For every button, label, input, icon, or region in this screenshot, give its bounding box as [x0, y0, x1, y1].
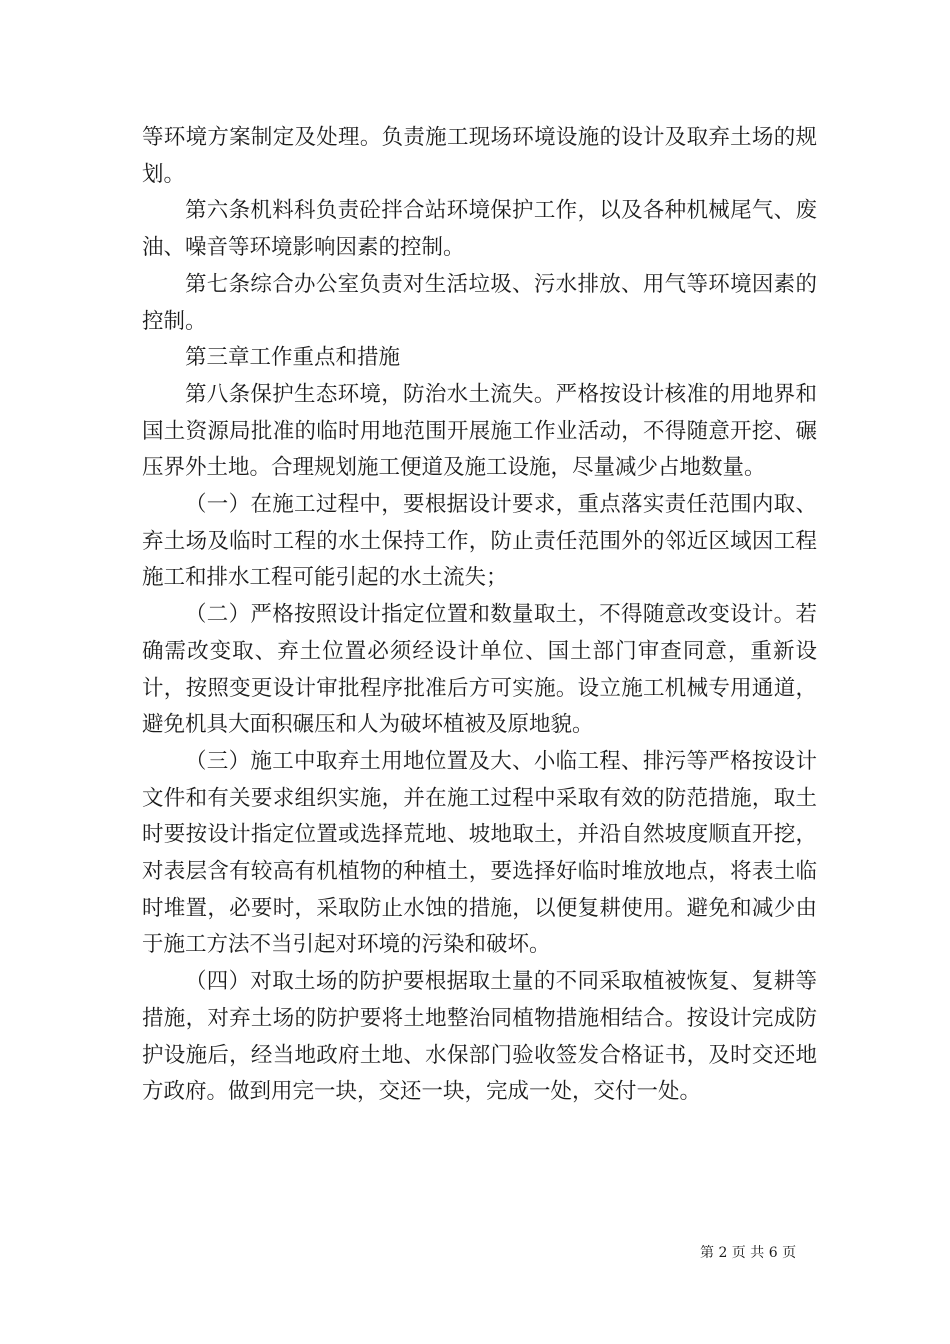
page-number-footer: 第 2 页 共 6 页: [700, 1245, 797, 1261]
paragraph-item-4: （四）对取土场的防护要根据取土量的不同采取植被恢复、复耕等措施，对弃土场的防护要将土地整治同植物措施相结合。按设计完成防护设施后，经当地政府土地、水保部门验收签发合格证书，及时交还地方政府。做到用完一块，交还一块，完成一处，交付一处。: [142, 969, 817, 1105]
paragraph-item-1: （一）在施工过程中，要根据设计要求，重点落实责任范围内取、弃土场及临时工程的水土保持工作，防止责任范围外的邻近区域因工程施工和排水工程可能引起的水土流失；: [142, 492, 817, 591]
document-body: [142, 120, 817, 1111]
paragraph-item-3: （三）施工中取弃土用地位置及大、小临工程、排污等严格按设计文件和有关要求组织实施，并在施工过程中采取有效的防范措施，取土时要按设计指定位置或选择荒地、坡地取土，并沿自然坡度顺直开挖，对表层含有较高有机植物的种植土，要选择好临时堆放地点，将表土临时堆置，必要时，采取防止水蚀的措施，以便复耕使用。避免和减少由于施工方法不当引起对环境的污染和破坏。: [142, 748, 817, 958]
paragraph-article-6: 第六条机料科负责砼拌合站环境保护工作，以及各种机械尾气、废油、噪音等环境影响因素的控制。: [142, 198, 817, 261]
paragraph-item-2: （二）严格按照设计指定位置和数量取土，不得随意改变设计。若确需改变取、弃土位置必须经设计单位、国土部门审查同意，重新设计，按照变更设计审批程序批准后方可实施。设立施工机械专用通道，避免机具大面积碾压和人为破坏植被及原地貌。: [142, 602, 817, 738]
paragraph-article-7: 第七条综合办公室负责对生活垃圾、污水排放、用气等环境因素的控制。: [142, 271, 817, 334]
paragraph-article-8: 第八条保护生态环境，防治水土流失。严格按设计核准的用地界和国土资源局批准的临时用地范围开展施工作业活动，不得随意开挖、碾压界外土地。合理规划施工便道及施工设施，尽量减少占地数量。: [142, 381, 817, 481]
chapter-heading: 第三章工作重点和措施: [185, 345, 401, 371]
paragraph-1: 等环境方案制定及处理。负责施工现场环境设施的设计及取弃土场的规划。: [142, 125, 817, 187]
